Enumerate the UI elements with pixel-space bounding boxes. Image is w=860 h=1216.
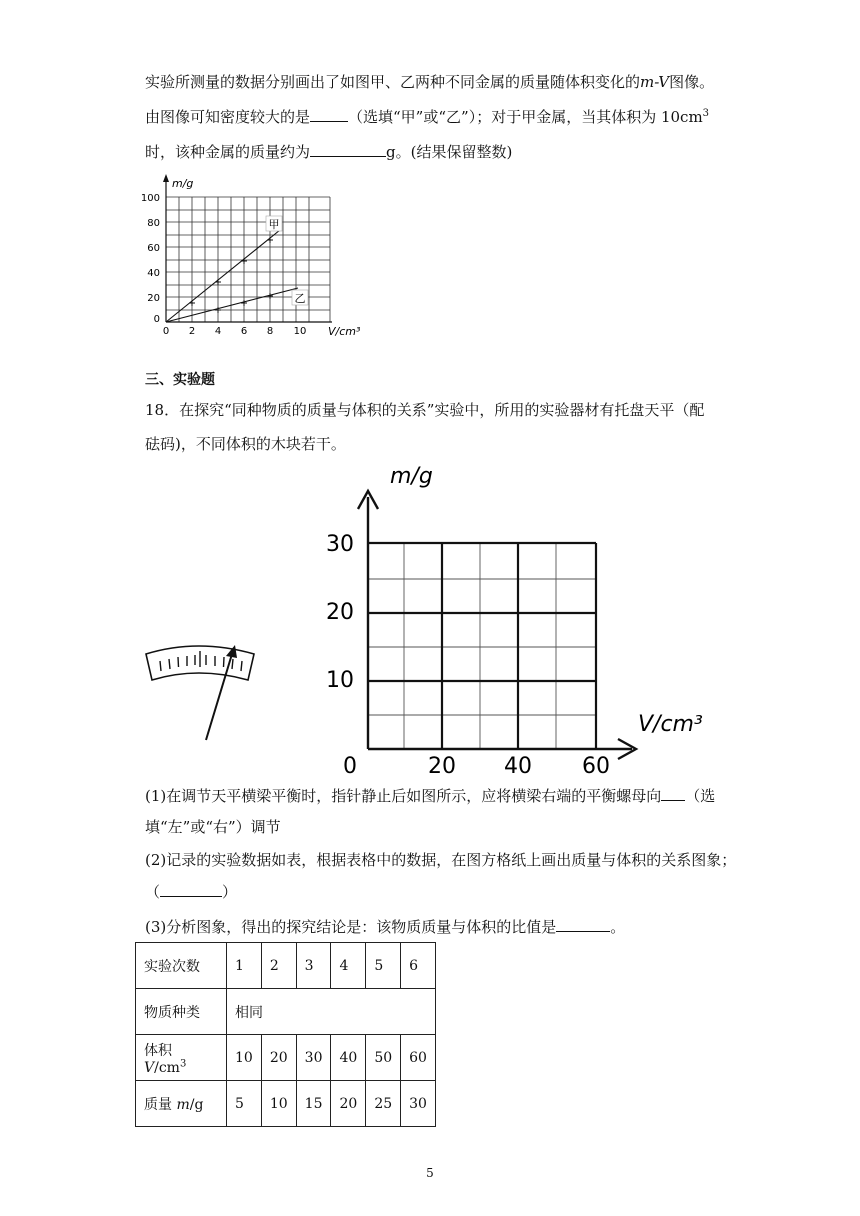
- header-text: 质量: [144, 1096, 177, 1113]
- section-title: 三、实验题: [145, 372, 215, 388]
- answer-blank-denser-metal[interactable]: [310, 107, 348, 122]
- superscript: 3: [702, 108, 710, 119]
- table-cell: 20: [261, 1035, 296, 1081]
- answer-blank-mass[interactable]: [310, 142, 386, 157]
- major-grid-lines: [368, 543, 596, 749]
- x-tick: 6: [240, 326, 248, 337]
- fine-grid-lines: [368, 543, 596, 749]
- q18-part2-line-2: [145, 882, 237, 902]
- q17-line-3: [145, 142, 512, 162]
- row-header: 实验次数: [136, 943, 227, 989]
- table-cell: 30: [401, 1081, 436, 1127]
- table-cell-merged: 相同: [227, 989, 436, 1035]
- y-tick: 20: [147, 293, 160, 304]
- q17-text: 由图像可知密度较大的是: [145, 108, 311, 126]
- header-text: /g: [189, 1096, 204, 1113]
- variable-v: V: [144, 1059, 155, 1076]
- header-text: 体积: [144, 1042, 172, 1059]
- q17-text: 实验所测量的数据分别画出了如图甲、乙两种不同金属的质量随体积变化的: [145, 73, 641, 91]
- variable-m: m: [176, 1096, 190, 1113]
- q18-part1-line-1: [145, 786, 715, 806]
- small-y-arrow: [163, 174, 169, 182]
- experiment-data-table: [135, 942, 436, 1127]
- table-cell: 10: [227, 1035, 262, 1081]
- q18-intro-line-2: 砝码)，不同体积的木块若干。: [145, 435, 346, 453]
- x-tick: 20: [428, 754, 456, 779]
- x-tick: 4: [214, 326, 222, 337]
- q18-part2-line-1: (2)记录的实验数据如表，根据表格中的数据，在图方格纸上画出质量与体积的关系图象；: [145, 851, 737, 869]
- x-tick: 40: [504, 754, 532, 779]
- row-header: 物质种类: [136, 989, 227, 1035]
- y-tick: 60: [147, 243, 160, 254]
- table-row: [136, 1035, 436, 1081]
- answer-blank-direction[interactable]: [661, 786, 685, 801]
- x-tick: 2: [188, 326, 196, 337]
- q18-text: （选: [685, 787, 716, 805]
- big-x-label: V/cm³: [638, 712, 703, 737]
- big-y-ticks: [326, 532, 354, 693]
- q18-text: 。: [610, 918, 626, 936]
- row-header: [136, 1081, 227, 1127]
- x-tick: 0: [343, 754, 357, 779]
- balance-pointer-dial: [140, 640, 260, 750]
- series-yi-label: 乙: [294, 292, 306, 305]
- small-x-ticks: [163, 326, 307, 337]
- q18-part3-line: [145, 917, 625, 937]
- big-y-label: m/g: [390, 464, 433, 489]
- q18-intro-line-1: 18．在探究“同种物质的质量与体积的关系”实验中，所用的实验器材有托盘天平（配: [145, 401, 705, 419]
- table-cell: 6: [401, 943, 436, 989]
- big-x-ticks: [343, 754, 610, 779]
- table-cell: 3: [296, 943, 331, 989]
- q18-text: (1)在调节天平横梁平衡时，指针静止后如图所示，应将横梁右端的平衡螺母向: [145, 787, 662, 805]
- y-tick: 10: [326, 668, 354, 693]
- table-cell: 5: [227, 1081, 262, 1127]
- series-jia-label: 甲: [268, 218, 280, 231]
- y-tick: 100: [140, 193, 160, 204]
- table-cell: 60: [401, 1035, 436, 1081]
- superscript: 3: [179, 1057, 187, 1069]
- mv-graph-paper: [300, 455, 720, 785]
- q17-text: 时，该种金属的质量约为: [145, 143, 311, 161]
- q18-text: (3)分析图象，得出的探究结论是：该物质质量与体积的比值是: [145, 918, 557, 936]
- table-cell: 4: [331, 943, 366, 989]
- table-cell: 30: [296, 1035, 331, 1081]
- series-yi-line: [166, 288, 298, 322]
- q17-text: （选填“甲”或“乙”）；对于甲金属，当其体积为 10cm: [348, 108, 703, 126]
- q17-line-1: [145, 72, 714, 92]
- q17-text: g。(结果保留整数): [386, 143, 513, 161]
- q18-text: ）: [222, 883, 238, 901]
- x-tick: 0: [162, 326, 170, 337]
- q17-line-2: [145, 107, 709, 127]
- table-cell: 25: [366, 1081, 401, 1127]
- table-cell: 15: [296, 1081, 331, 1127]
- table-cell: 2: [261, 943, 296, 989]
- small-x-label: V/cm³: [328, 325, 361, 338]
- y-tick: 20: [326, 600, 354, 625]
- row-header: [136, 1035, 227, 1081]
- series-jia-line: [166, 230, 280, 322]
- table-row: [136, 1081, 436, 1127]
- q18-part1-line-2: 填“左”或“右”）调节: [145, 818, 281, 836]
- answer-blank-graph[interactable]: [160, 882, 222, 897]
- table-cell: 5: [366, 943, 401, 989]
- y-tick: 80: [147, 218, 160, 229]
- q18-text: （: [145, 883, 161, 901]
- x-tick: 8: [266, 326, 274, 337]
- q17-text: 图像。: [669, 73, 715, 91]
- y-tick: 0: [153, 314, 160, 325]
- answer-blank-ratio[interactable]: [556, 917, 610, 932]
- table-cell: 10: [261, 1081, 296, 1127]
- small-y-ticks: [141, 193, 160, 325]
- table-cell: 20: [331, 1081, 366, 1127]
- table-cell: 50: [366, 1035, 401, 1081]
- y-tick: 30: [326, 532, 354, 557]
- table-row: [136, 943, 436, 989]
- small-mv-graph: [140, 170, 380, 345]
- y-tick: 40: [147, 268, 160, 279]
- x-tick: 10: [293, 326, 307, 337]
- table-cell: 40: [331, 1035, 366, 1081]
- header-text: /cm: [154, 1059, 180, 1076]
- page-number: 5: [426, 1166, 434, 1180]
- table-cell: 1: [227, 943, 262, 989]
- small-y-label: m/g: [172, 177, 194, 190]
- table-row: [136, 989, 436, 1035]
- m-v-variable: m-V: [640, 73, 670, 91]
- x-tick: 60: [582, 754, 610, 779]
